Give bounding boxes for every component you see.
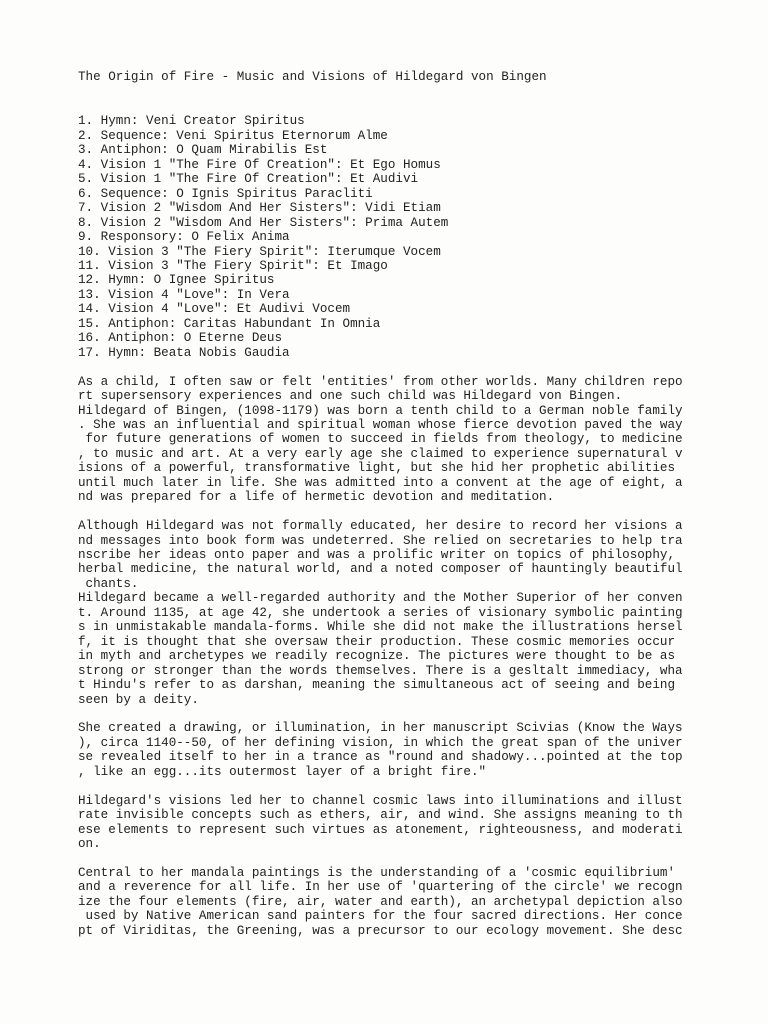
paragraph-line: Central to her mandala paintings is the understanding of a 'cosmic equilibrium' [78, 865, 676, 880]
track-item: 9. Responsory: O Felix Anima [78, 230, 290, 245]
paragraph-line: until much later in life. She was admitted into a convent at the age of eight, a [78, 475, 683, 490]
track-item: 10. Vision 3 "The Fiery Spirit": Iterumque Vocem [78, 244, 441, 259]
paragraph-line: and a reverence for all life. In her use of 'quartering of the circle' we recogn [78, 880, 683, 895]
body-paragraph [78, 866, 738, 938]
paragraph-line: nd was prepared for a life of hermetic devotion and meditation. [78, 490, 555, 505]
paragraph-line: t. Around 1135, at age 42, she undertook a series of visionary symbolic painting [78, 605, 683, 620]
paragraph-line: f, it is thought that she oversaw their production. These cosmic memories occur [78, 634, 676, 649]
paragraph-line: used by Native American sand painters for the four sacred directions. Her conce [78, 909, 683, 924]
paragraph-line: herbal medicine, the natural world, and a noted composer of hauntingly beautiful [78, 562, 683, 577]
paragraph-line: , to music and art. At a very early age she claimed to experience supernatural v [78, 446, 683, 461]
track-item: 14. Vision 4 "Love": Et Audivi Vocem [78, 302, 351, 317]
paragraph-line: pt of Viriditas, the Greening, was a precursor to our ecology movement. She desc [78, 923, 683, 938]
body-paragraph [78, 519, 738, 707]
paragraph-line: Hildegard became a well-regarded authority and the Mother Superior of her conven [78, 591, 683, 606]
paragraph-line: She created a drawing, or illumination, in her manuscript Scivias (Know the Ways [78, 721, 683, 736]
paragraph-line: ese elements to represent such virtues as atonement, righteousness, and moderati [78, 822, 683, 837]
document-title: The Origin of Fire - Music and Visions of Hildegard von Bingen [78, 70, 547, 84]
track-item: 17. Hymn: Beata Nobis Gaudia [78, 345, 290, 360]
track-item: 13. Vision 4 "Love": In Vera [78, 287, 290, 302]
track-item: 2. Sequence: Veni Spiritus Eternorum Alme [78, 128, 388, 143]
track-item: 8. Vision 2 "Wisdom And Her Sisters": Prima Autem [78, 215, 449, 230]
track-item: 1. Hymn: Veni Creator Spiritus [78, 114, 305, 129]
paragraph-line: seen by a deity. [78, 692, 199, 707]
track-item: 3. Antiphon: O Quam Mirabilis Est [78, 143, 328, 158]
track-item: 7. Vision 2 "Wisdom And Her Sisters": Vidi Etiam [78, 201, 441, 216]
paragraph-line: s in unmistakable mandala-forms. While she did not make the illustrations hersel [78, 620, 683, 635]
paragraph-line: se revealed itself to her in a trance as "round and shadowy...pointed at the top [78, 750, 683, 765]
paragraph-line: rate invisible concepts such as ethers, air, and wind. She assigns meaning to th [78, 808, 683, 823]
paragraph-line: strong or stronger than the words themselves. There is a gesltalt immediacy, wha [78, 663, 683, 678]
paragraph-line: Hildegard of Bingen, (1098-1179) was born a tenth child to a German noble family [78, 403, 683, 418]
track-item: 16. Antiphon: O Eterne Deus [78, 331, 283, 346]
track-item: 4. Vision 1 "The Fire Of Creation": Et Ego Homus [78, 157, 441, 172]
paragraph-line: isions of a powerful, transformative light, but she hid her prophetic abilities [78, 461, 676, 476]
track-item: 11. Vision 3 "The Fiery Spirit": Et Imago [78, 258, 388, 273]
paragraph-line: Although Hildegard was not formally educated, her desire to record her visions a [78, 519, 683, 534]
paragraph-line: on. [78, 837, 101, 852]
track-item: 5. Vision 1 "The Fire Of Creation": Et Audivi [78, 172, 419, 187]
track-item: 6. Sequence: O Ignis Spiritus Paracliti [78, 186, 373, 201]
paragraph-line: ), circa 1140--50, of her defining vision, in which the great span of the univer [78, 735, 683, 750]
paragraph-line: for future generations of women to succeed in fields from theology, to medicine [78, 432, 683, 447]
paragraph-line: nscribe her ideas onto paper and was a prolific writer on topics of philosophy, [78, 548, 676, 563]
body-paragraph [78, 721, 738, 779]
document-body [78, 375, 738, 939]
paragraph-line: ize the four elements (fire, air, water and earth), an archetypal depiction also [78, 894, 683, 909]
paragraph-line: . She was an influential and spiritual woman whose fierce devotion paved the way [78, 417, 683, 432]
paragraph-line: rt supersensory experiences and one such child was Hildegard von Bingen. [78, 389, 623, 404]
paragraph-line: in myth and archetypes we readily recognize. The pictures were thought to be as [78, 649, 676, 664]
paragraph-line: chants. [78, 576, 139, 591]
paragraph-line: As a child, I often saw or felt 'entities' from other worlds. Many children repo [78, 374, 683, 389]
paragraph-line: , like an egg...its outermost layer of a bright fire." [78, 764, 487, 779]
body-paragraph [78, 375, 738, 505]
track-item: 12. Hymn: O Ignee Spiritus [78, 273, 275, 288]
paragraph-line: nd messages into book form was undeterred. She relied on secretaries to help tra [78, 533, 683, 548]
paragraph-line: t Hindu's refer to as darshan, meaning the simultaneous act of seeing and being [78, 678, 676, 693]
body-paragraph [78, 794, 738, 852]
track-item: 15. Antiphon: Caritas Habundant In Omnia [78, 316, 381, 331]
track-list [78, 114, 738, 360]
paragraph-line: Hildegard's visions led her to channel cosmic laws into illuminations and illust [78, 793, 683, 808]
